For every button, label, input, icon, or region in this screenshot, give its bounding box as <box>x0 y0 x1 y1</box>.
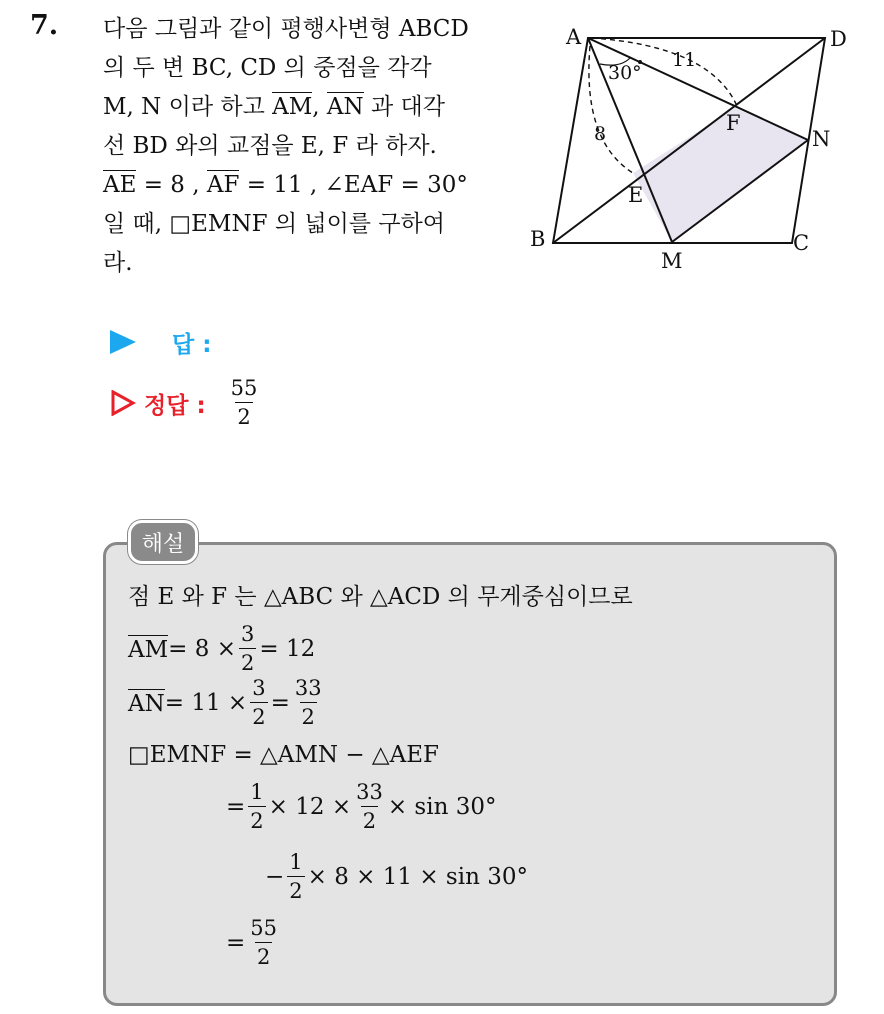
explanation-line: 점 E 와 F 는 △ABC 와 △ACD 의 무게중심이므로 <box>128 584 633 610</box>
question-line: 선 BD 와의 교점을 E, F 라 하자. <box>103 133 437 159</box>
parallelogram-figure <box>520 16 860 276</box>
explanation-line: = $\frac{1}{2}$ × 12 × $\frac{33}{2}$ × sin 30° <box>226 780 497 833</box>
label-e: E <box>628 183 644 207</box>
label-n: N <box>812 127 831 151</box>
label-8: 8 <box>594 123 607 145</box>
label-d: D <box>830 27 847 51</box>
question-line: AE = 8 , AF = 11 , ∠EAF = 30° <box>103 172 468 198</box>
correct-answer-label: 정답 : <box>144 392 206 419</box>
question-line: 의 두 변 BC, CD 의 중점을 각각 <box>103 55 432 81</box>
segment-an: AN <box>326 94 364 120</box>
answer-row <box>110 322 211 362</box>
label-m: M <box>661 249 683 273</box>
segment-af: AF <box>206 172 240 198</box>
question-line: M, N 이라 하고 AM, AN 과 대각 <box>103 94 445 120</box>
question-line: 다음 그림과 같이 평행사변형 ABCD <box>103 16 469 42</box>
correct-answer-fraction: $\frac{55}{2}$ <box>230 376 258 429</box>
question-number: 7. <box>30 10 59 41</box>
question-text <box>103 10 503 283</box>
play-triangle-icon <box>110 330 136 354</box>
label-c: C <box>793 231 810 255</box>
explanation-tag: 해설 <box>128 520 198 564</box>
label-angle: 30° <box>608 62 642 84</box>
explanation-line: AM = 8 × $\frac{3}{2}$ = 12 <box>128 622 316 675</box>
label-11: 11 <box>672 49 697 71</box>
segment-am: AM <box>272 94 313 120</box>
segment-an-line <box>588 38 808 140</box>
explanation-line: = $\frac{55}{2}$ <box>226 916 278 969</box>
explanation-line: AN = 11 × $\frac{3}{2}$ = $\frac{33}{2}$ <box>128 676 322 729</box>
explanation-line: − $\frac{1}{2}$ × 8 × 11 × sin 30° <box>265 850 528 903</box>
question-line: 일 때, □EMNF 의 넓이를 구하여 <box>103 211 445 237</box>
label-b: B <box>530 227 546 251</box>
question-line: 라. <box>103 250 133 276</box>
label-a: A <box>566 25 582 49</box>
outline-triangle-icon <box>110 390 136 416</box>
segment-ae: AE <box>103 172 137 198</box>
label-f: F <box>726 111 741 135</box>
explanation-box <box>103 542 837 1006</box>
answer-label: 답 : <box>172 331 212 358</box>
explanation-line: □EMNF = △AMN − △AEF <box>128 742 439 768</box>
correct-answer-row <box>110 378 262 428</box>
